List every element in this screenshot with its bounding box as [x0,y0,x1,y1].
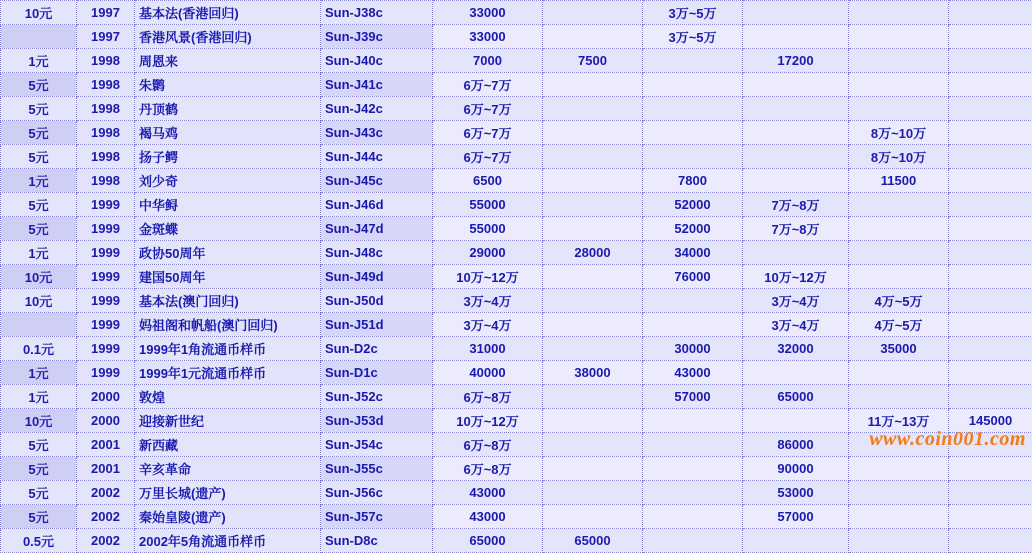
cell-price-4: 32000 [743,337,849,361]
cell-denomination: 10元 [1,1,77,25]
table-row [1,1,1032,25]
cell-price-5: 11500 [849,169,949,193]
cell-price-3 [643,97,743,121]
cell-code: Sun-J38c [321,1,433,25]
cell-price-6 [949,433,1032,457]
cell-price-5: 4万~5万 [849,313,949,337]
cell-price-5 [849,1,949,25]
cell-denomination: 5元 [1,121,77,145]
cell-code: Sun-J56c [321,481,433,505]
cell-code: Sun-J43c [321,121,433,145]
cell-denomination [1,313,77,337]
cell-price-6 [949,145,1032,169]
cell-price-3: 76000 [643,265,743,289]
table-row [1,169,1032,193]
cell-denomination: 1元 [1,385,77,409]
cell-denomination: 5元 [1,145,77,169]
cell-code: Sun-J51d [321,313,433,337]
cell-price-4 [743,73,849,97]
table-row [1,481,1032,505]
cell-price-1: 43000 [433,505,543,529]
cell-price-5 [849,433,949,457]
cell-price-4: 10万~12万 [743,265,849,289]
cell-code: Sun-J49d [321,265,433,289]
cell-price-5: 35000 [849,337,949,361]
cell-price-3: 7800 [643,169,743,193]
cell-price-4: 3万~4万 [743,313,849,337]
table-row [1,25,1032,49]
cell-denomination: 10元 [1,289,77,313]
cell-price-1: 6万~7万 [433,97,543,121]
cell-price-4: 86000 [743,433,849,457]
cell-year: 2002 [77,481,135,505]
cell-price-1: 6万~8万 [433,433,543,457]
cell-denomination: 10元 [1,409,77,433]
cell-price-4: 7万~8万 [743,217,849,241]
cell-code: Sun-J50d [321,289,433,313]
cell-code: Sun-J55c [321,457,433,481]
cell-price-4 [743,121,849,145]
cell-price-6 [949,265,1032,289]
cell-price-6 [949,49,1032,73]
cell-code: Sun-J57c [321,505,433,529]
cell-price-6 [949,481,1032,505]
cell-year: 2001 [77,457,135,481]
cell-price-1: 33000 [433,1,543,25]
cell-price-3: 57000 [643,385,743,409]
cell-price-6 [949,193,1032,217]
cell-price-4 [743,1,849,25]
cell-year: 1998 [77,73,135,97]
cell-price-1: 33000 [433,25,543,49]
cell-price-1: 43000 [433,481,543,505]
cell-year: 2000 [77,385,135,409]
watermark: www.coin001.com [869,428,1026,451]
cell-price-6 [949,121,1032,145]
cell-price-3 [643,73,743,97]
cell-name: 新西藏 [135,433,321,457]
cell-price-1: 6500 [433,169,543,193]
cell-price-2: 28000 [543,241,643,265]
cell-name: 万里长城(遗产) [135,481,321,505]
cell-denomination: 5元 [1,73,77,97]
cell-price-4 [743,361,849,385]
cell-price-5 [849,193,949,217]
cell-price-3 [643,289,743,313]
cell-price-2 [543,73,643,97]
cell-year: 2000 [77,409,135,433]
cell-year: 1999 [77,265,135,289]
cell-code: Sun-J54c [321,433,433,457]
table-row [1,361,1032,385]
cell-year: 1999 [77,193,135,217]
cell-price-1: 29000 [433,241,543,265]
cell-price-5 [849,73,949,97]
cell-name: 周恩来 [135,49,321,73]
cell-code: Sun-D1c [321,361,433,385]
cell-price-5 [849,49,949,73]
cell-year: 1998 [77,169,135,193]
table-body [1,1,1032,553]
cell-price-3: 3万~5万 [643,25,743,49]
cell-name: 金斑蝶 [135,217,321,241]
cell-code: Sun-J48c [321,241,433,265]
cell-year: 1998 [77,121,135,145]
cell-denomination: 5元 [1,457,77,481]
cell-price-4: 53000 [743,481,849,505]
cell-price-5 [849,217,949,241]
cell-denomination: 1元 [1,241,77,265]
cell-price-4: 3万~4万 [743,289,849,313]
cell-name: 扬子鳄 [135,145,321,169]
cell-price-5: 8万~10万 [849,145,949,169]
cell-code: Sun-J46d [321,193,433,217]
cell-year: 1999 [77,289,135,313]
cell-year: 2001 [77,433,135,457]
cell-price-3 [643,409,743,433]
cell-price-4 [743,241,849,265]
cell-price-6: 145000 [949,409,1032,433]
cell-price-5 [849,457,949,481]
cell-year: 1998 [77,49,135,73]
cell-denomination: 5元 [1,193,77,217]
cell-price-6 [949,313,1032,337]
table-row [1,145,1032,169]
cell-price-2 [543,169,643,193]
cell-price-5 [849,97,949,121]
cell-price-2 [543,433,643,457]
cell-name: 秦始皇陵(遗产) [135,505,321,529]
cell-price-4: 57000 [743,505,849,529]
cell-denomination: 5元 [1,217,77,241]
table-row [1,409,1032,433]
cell-price-1: 65000 [433,529,543,553]
cell-price-1: 6万~8万 [433,457,543,481]
cell-name: 朱鹮 [135,73,321,97]
table-row [1,49,1032,73]
cell-price-6 [949,337,1032,361]
cell-price-3 [643,313,743,337]
cell-price-6 [949,73,1032,97]
cell-price-2 [543,1,643,25]
cell-price-3: 30000 [643,337,743,361]
cell-price-1: 10万~12万 [433,409,543,433]
cell-denomination: 0.5元 [1,529,77,553]
cell-name: 中华鲟 [135,193,321,217]
cell-year: 2002 [77,529,135,553]
cell-price-2 [543,385,643,409]
cell-price-2 [543,193,643,217]
cell-price-3: 43000 [643,361,743,385]
cell-price-3: 52000 [643,193,743,217]
cell-name: 敦煌 [135,385,321,409]
cell-price-6 [949,1,1032,25]
table-row [1,73,1032,97]
cell-price-4 [743,169,849,193]
cell-year: 1998 [77,97,135,121]
cell-price-6 [949,241,1032,265]
cell-name: 香港风景(香港回归) [135,25,321,49]
cell-price-4: 90000 [743,457,849,481]
cell-price-2 [543,313,643,337]
cell-price-3 [643,121,743,145]
cell-year: 1997 [77,1,135,25]
cell-name: 2002年5角流通币样币 [135,529,321,553]
cell-price-2 [543,217,643,241]
cell-year: 1999 [77,217,135,241]
cell-denomination: 0.1元 [1,337,77,361]
cell-name: 褐马鸡 [135,121,321,145]
cell-name: 妈祖阁和帆船(澳门回归) [135,313,321,337]
cell-code: Sun-J41c [321,73,433,97]
table-row [1,289,1032,313]
cell-price-4 [743,97,849,121]
cell-name: 刘少奇 [135,169,321,193]
cell-price-5 [849,385,949,409]
cell-price-6 [949,505,1032,529]
cell-price-6 [949,457,1032,481]
cell-name: 1999年1角流通币样币 [135,337,321,361]
cell-denomination [1,25,77,49]
cell-name: 建国50周年 [135,265,321,289]
cell-code: Sun-J44c [321,145,433,169]
table-row [1,385,1032,409]
cell-denomination: 5元 [1,97,77,121]
cell-price-3 [643,481,743,505]
table-row [1,241,1032,265]
cell-price-1: 6万~7万 [433,73,543,97]
cell-code: Sun-J52c [321,385,433,409]
cell-price-2 [543,289,643,313]
cell-price-1: 7000 [433,49,543,73]
cell-price-2: 65000 [543,529,643,553]
cell-price-2 [543,337,643,361]
cell-code: Sun-J53d [321,409,433,433]
cell-year: 2002 [77,505,135,529]
cell-price-3 [643,505,743,529]
cell-code: Sun-J40c [321,49,433,73]
cell-price-1: 3万~4万 [433,313,543,337]
cell-price-6 [949,217,1032,241]
cell-price-4 [743,145,849,169]
table-row [1,505,1032,529]
cell-price-1: 6万~7万 [433,121,543,145]
cell-price-5 [849,529,949,553]
cell-denomination: 5元 [1,505,77,529]
cell-year: 1997 [77,25,135,49]
cell-price-3 [643,49,743,73]
cell-price-1: 55000 [433,217,543,241]
table-row [1,97,1032,121]
cell-price-2 [543,265,643,289]
cell-name: 丹顶鹤 [135,97,321,121]
cell-price-5: 11万~13万 [849,409,949,433]
cell-price-2 [543,505,643,529]
cell-name: 迎接新世纪 [135,409,321,433]
table-row [1,337,1032,361]
cell-price-2 [543,457,643,481]
cell-price-6 [949,361,1032,385]
cell-year: 1999 [77,337,135,361]
cell-price-3: 3万~5万 [643,1,743,25]
cell-price-5 [849,505,949,529]
cell-name: 1999年1元流通币样币 [135,361,321,385]
cell-year: 1999 [77,313,135,337]
cell-name: 政协50周年 [135,241,321,265]
cell-price-5 [849,241,949,265]
cell-price-1: 3万~4万 [433,289,543,313]
cell-price-4 [743,529,849,553]
cell-price-5 [849,361,949,385]
cell-price-1: 6万~7万 [433,145,543,169]
cell-code: Sun-J47d [321,217,433,241]
cell-denomination: 1元 [1,49,77,73]
cell-denomination: 10元 [1,265,77,289]
cell-price-3 [643,529,743,553]
cell-price-6 [949,169,1032,193]
cell-price-3: 34000 [643,241,743,265]
cell-year: 1999 [77,361,135,385]
cell-denomination: 5元 [1,481,77,505]
cell-denomination: 1元 [1,169,77,193]
cell-year: 1999 [77,241,135,265]
cell-price-5: 8万~10万 [849,121,949,145]
cell-price-2 [543,97,643,121]
cell-price-3 [643,457,743,481]
cell-code: Sun-D8c [321,529,433,553]
cell-price-5: 4万~5万 [849,289,949,313]
cell-price-5 [849,25,949,49]
cell-code: Sun-J45c [321,169,433,193]
cell-price-1: 55000 [433,193,543,217]
cell-price-4: 65000 [743,385,849,409]
cell-price-1: 40000 [433,361,543,385]
cell-price-2: 38000 [543,361,643,385]
table-row [1,193,1032,217]
cell-price-5 [849,481,949,505]
cell-price-4 [743,25,849,49]
cell-price-3: 52000 [643,217,743,241]
table-row [1,121,1032,145]
table-row [1,217,1032,241]
table-row [1,313,1032,337]
cell-price-5 [849,265,949,289]
table-row [1,433,1032,457]
cell-price-1: 10万~12万 [433,265,543,289]
cell-price-2 [543,409,643,433]
cell-price-6 [949,289,1032,313]
cell-price-6 [949,25,1032,49]
cell-price-2 [543,25,643,49]
cell-name: 基本法(香港回归) [135,1,321,25]
cell-code: Sun-D2c [321,337,433,361]
cell-code: Sun-J39c [321,25,433,49]
cell-price-2: 7500 [543,49,643,73]
cell-name: 辛亥革命 [135,457,321,481]
cell-price-2 [543,121,643,145]
cell-price-6 [949,529,1032,553]
cell-price-3 [643,433,743,457]
cell-name: 基本法(澳门回归) [135,289,321,313]
cell-price-6 [949,97,1032,121]
cell-price-2 [543,481,643,505]
cell-denomination: 5元 [1,433,77,457]
cell-code: Sun-J42c [321,97,433,121]
table-row [1,529,1032,553]
cell-price-3 [643,145,743,169]
cell-price-4: 7万~8万 [743,193,849,217]
cell-price-2 [543,145,643,169]
cell-denomination: 1元 [1,361,77,385]
table-row [1,457,1032,481]
cell-price-4 [743,409,849,433]
cell-year: 1998 [77,145,135,169]
cell-price-1: 31000 [433,337,543,361]
cell-price-6 [949,385,1032,409]
table-row [1,265,1032,289]
cell-price-4: 17200 [743,49,849,73]
cell-price-1: 6万~8万 [433,385,543,409]
